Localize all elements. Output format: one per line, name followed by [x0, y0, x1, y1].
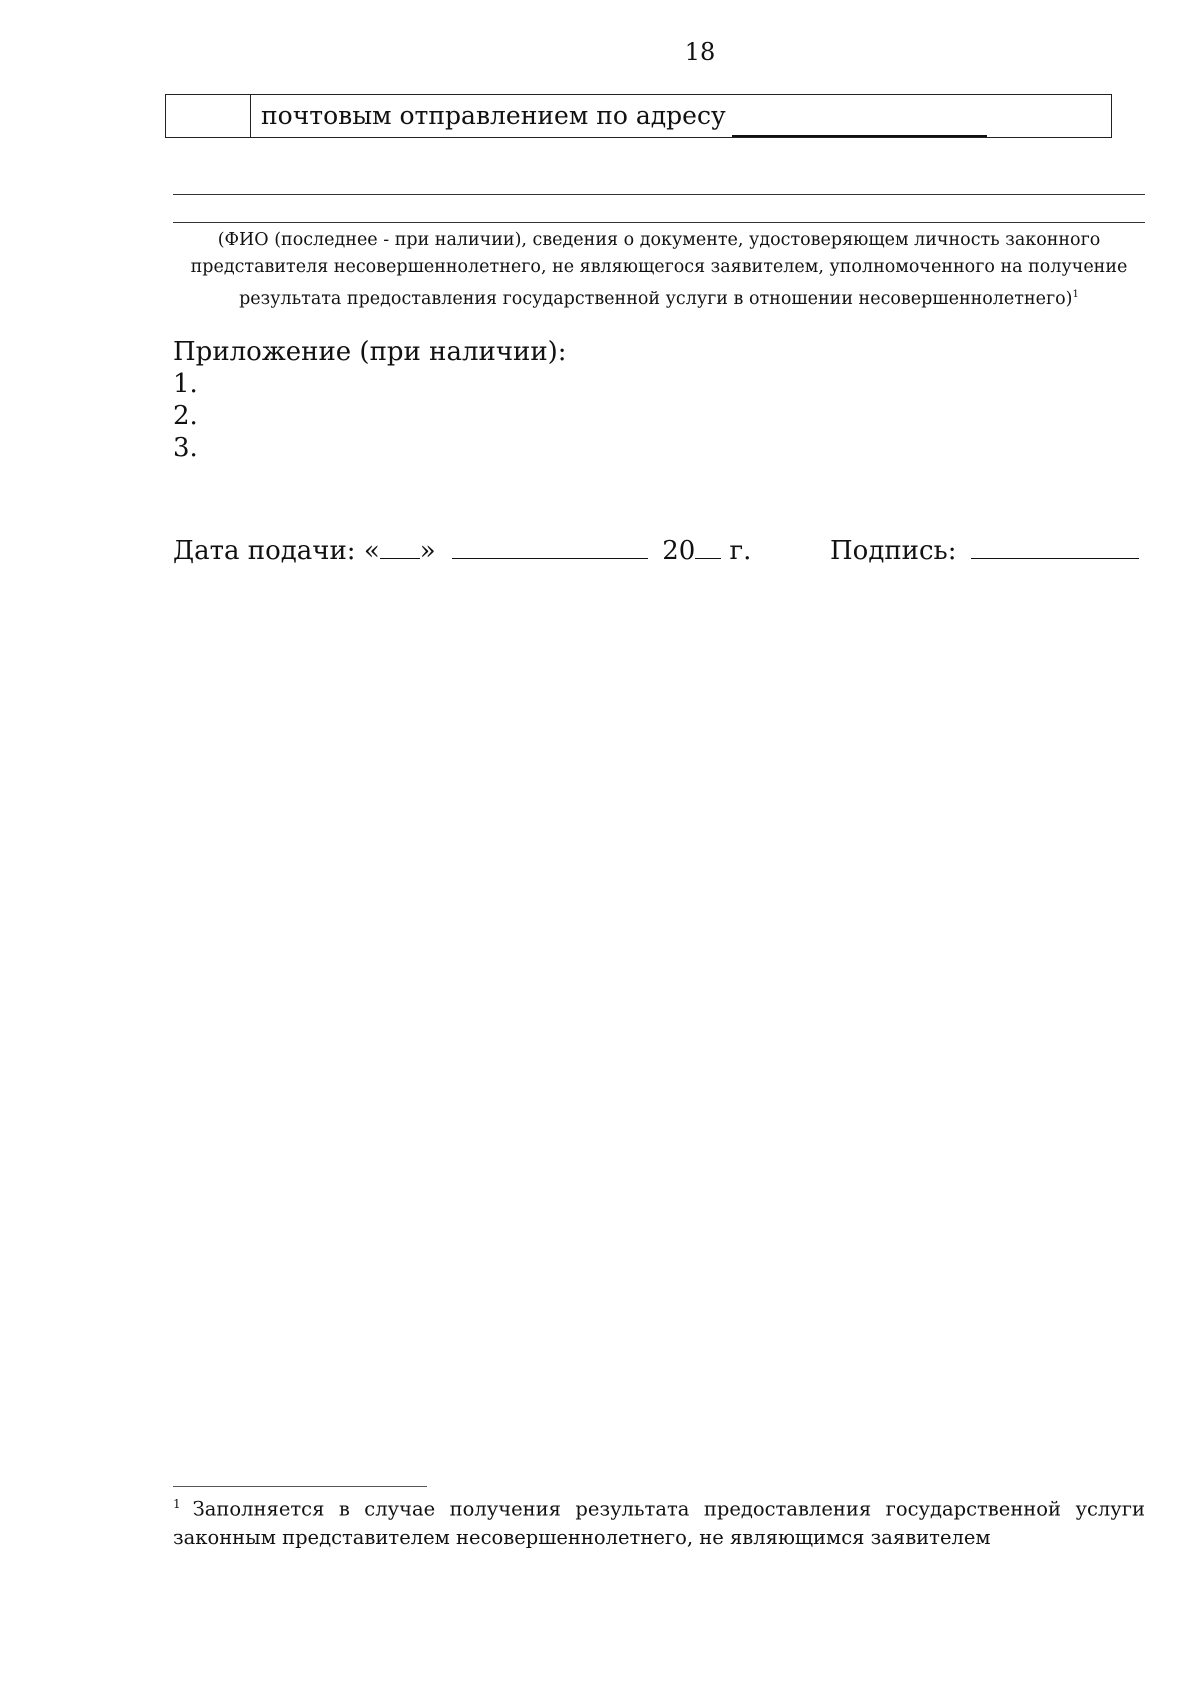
footnote-line-1	[173, 1490, 1145, 1524]
signature-label: Подпись:	[830, 536, 957, 566]
representative-caption	[173, 227, 1145, 313]
footnote	[173, 1490, 1145, 1552]
year-prefix: 20	[662, 536, 696, 566]
date-label: Дата подачи: «	[173, 536, 380, 566]
page-number: 18	[684, 38, 716, 66]
representative-blank-line-2[interactable]	[173, 222, 1145, 223]
appendix-section	[173, 336, 567, 464]
date-close-quote: »	[419, 536, 436, 566]
appendix-title: Приложение (при наличии):	[173, 337, 567, 367]
caption-footnote-ref: 1	[1072, 289, 1079, 300]
month-blank[interactable]	[452, 532, 648, 559]
year-blank[interactable]	[695, 532, 721, 559]
submission-date-line	[173, 532, 751, 566]
representative-caption-text: (ФИО (последнее - при наличии), сведения о документе, удостоверяющем личность законного представителя несовершеннолетнего, не являющегося заявителем, уполномоченного на получение результата предоставления государственной услуги в отношении несовершеннолетнего)	[190, 230, 1128, 309]
appendix-item-1: 1.	[173, 369, 198, 399]
appendix-item-2: 2.	[173, 401, 198, 431]
year-suffix: г.	[721, 536, 752, 566]
signature-line	[830, 532, 1139, 566]
footnote-line-2: законным представителем несовершеннолетнего, не являющимся заявителем	[173, 1525, 991, 1549]
delivery-option-cell	[251, 95, 1111, 137]
representative-blank-line-1[interactable]	[173, 194, 1145, 195]
day-blank[interactable]	[380, 532, 420, 559]
footnote-separator	[173, 1486, 427, 1487]
appendix-item-3: 3.	[173, 433, 198, 463]
footnote-number: 1	[173, 1497, 181, 1511]
footnote-line-1-text: Заполняется в случае получения результата предоставления государственной услуги	[192, 1497, 1145, 1521]
delivery-option-checkbox[interactable]	[166, 95, 251, 137]
delivery-option-row	[165, 94, 1112, 138]
address-blank[interactable]	[732, 107, 987, 137]
delivery-option-label: почтовым отправлением по адресу	[261, 101, 726, 130]
signature-blank[interactable]	[971, 532, 1139, 559]
